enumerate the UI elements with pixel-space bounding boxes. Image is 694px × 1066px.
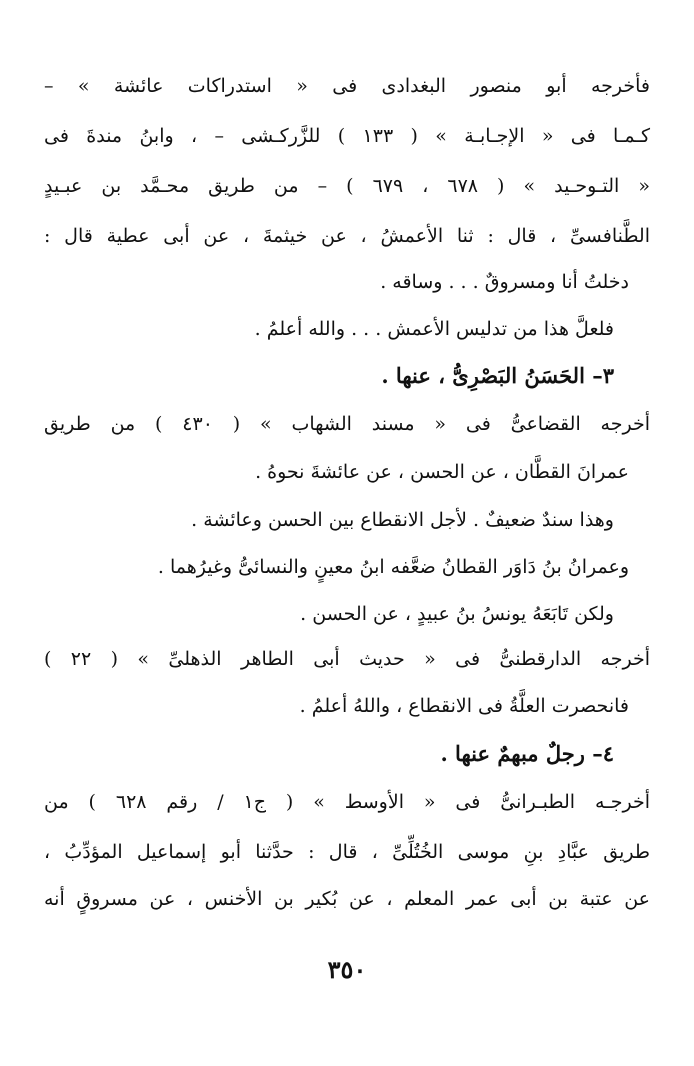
text-line-10: وهذا سندٌ ضعيفٌ . لأجل الانقطاع بين الحسن وعائشة . [191,509,614,531]
text-line-11: وعمرانُ بنُ دَاوَر القطانُ ضعَّفه ابنُ معينٍ والنسائىُّ وغيرُهما . [157,556,629,578]
text-line-5: دخلتُ أنا ومسروقٌ . . . وساقه . [380,271,629,293]
text-line-14: فانحصرت العلَّةُ فى الانقطاع ، واللهُ أعلمُ . [299,695,629,717]
text-line-1: فأخرجه أبو منصور البغدادى فى « استدراكات عائشة » – [44,75,650,97]
text-line-17: طريق عبَّادِ بنِ موسى الخُتُلِّىِّ ، قال : حدَّثنا أبو إسماعيل المؤدِّبُ ، [44,841,650,863]
page-number: ٣٥٠ [327,955,367,984]
section-heading-4: ٤– رجلٌ مبهمٌ عنها . [440,741,614,766]
text-line-18: عن عتبة بن أبى عمر المعلم ، عن بُكير بن الأخنس ، عن مسروقٍ أنه [44,888,650,910]
text-line-3: « التـوحـيد » ( ٦٧٨ ، ٦٧٩ ) – من طريق محـمَّد بن عبـيدٍ [44,175,650,197]
text-line-16: أخرجـه الطبـرانىُّ فى « الأوسط » ( ج١ / رقم ٦٢٨ ) من [44,791,650,813]
text-line-13: أخرجه الدارقطنىُّ فى « حديث أبى الطاهر الذهلىِّ » ( ٢٢ ) [44,648,650,670]
text-line-8: أخرجه القضاعىُّ فى « مسند الشهاب » ( ٤٣٠ ) من طريق [44,413,650,435]
text-line-12: ولكن تَابَعَهُ يونسُ بنُ عبيدٍ ، عن الحسن . [300,603,614,625]
text-line-9: عمرانَ القطَّان ، عن الحسن ، عن عائشةَ نحوهُ . [255,461,629,483]
section-heading-3: ٣– الحَسَنُ البَصْرِىُّ ، عنها . [381,363,614,388]
text-line-2: كـمـا فى « الإجـابـة » ( ١٣٣ ) للزَّركـشى – ، وابنُ مندةَ فى [44,125,651,147]
text-line-4: الطَّنافسىِّ ، قال : ثنا الأعمشُ ، عن خيثمةَ ، عن أبى عطية قال : [44,225,650,247]
text-line-6: فلعلَّ هذا من تدليس الأعمش . . . والله أعلمُ . [254,318,614,340]
